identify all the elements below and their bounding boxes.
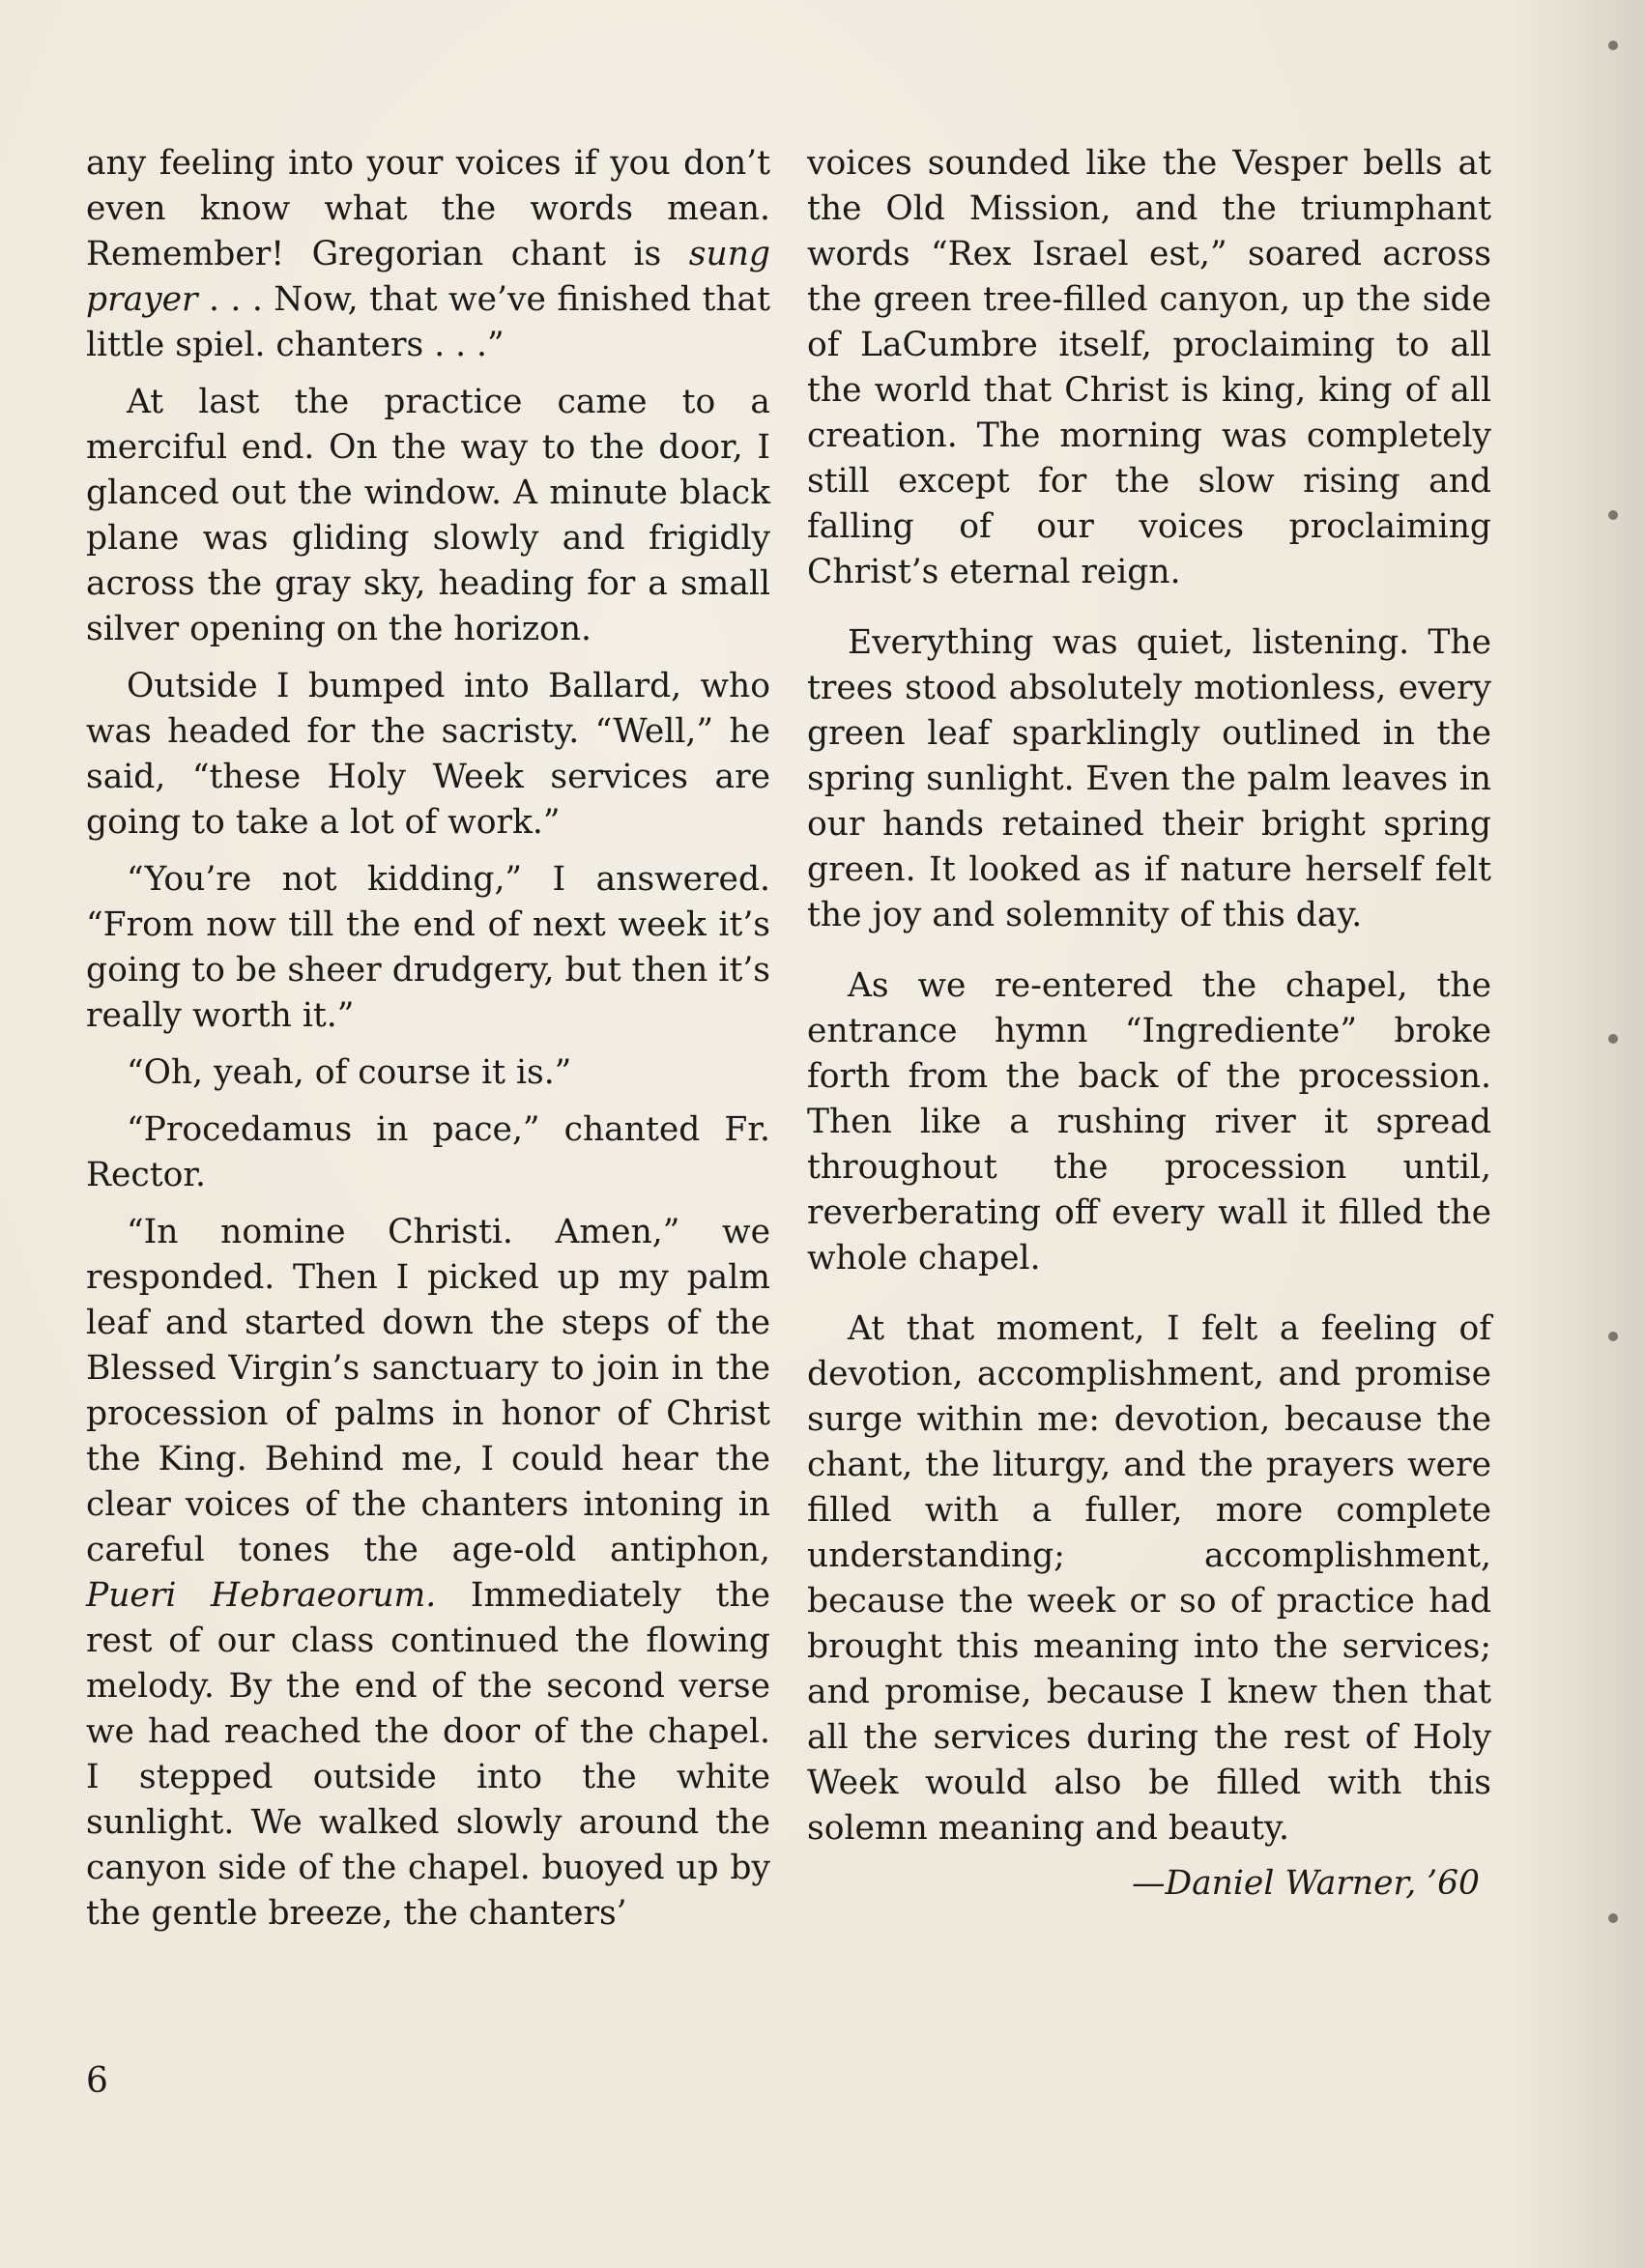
paragraph: As we re-entered the chapel, the entrance hymn “Ingrediente” broke forth from the back of the procession. Then like a rushing river it spread throughout the procession until, reverberating off every wall it filled the whole chapel.	[807, 966, 1491, 1278]
binding-hole-mark	[1608, 41, 1618, 50]
paragraph: “You’re not kidding,” I answered. “From now till the end of next week it’s going to be sheer drudgery, but then it’s really worth it.”	[86, 860, 770, 1035]
binding-hole-mark	[1608, 1332, 1618, 1341]
paragraph: Everything was quiet, listening. The trees stood absolutely motionless, every green leaf sparklingly outlined in the spring sunlight. Even the palm leaves in our hands retained their bright spring green. It looked as if nature herself felt the joy and solemnity of this day.	[807, 623, 1491, 934]
paragraph: voices sounded like the Vesper bells at the Old Mission, and the triumphant words “Rex Israel est,” soared across the green tree-filled canyon, up the side of LaCumbre itself, proclaiming to all the world that Christ is king, king of all creation. The morning was completely still except for the slow rising and falling of our voices proclaiming Christ’s eternal reign.	[807, 144, 1491, 591]
paragraph: “Oh, yeah, of course it is.”	[127, 1053, 572, 1092]
left-column	[86, 141, 770, 1948]
italic-phrase: Pueri Hebraeorum.	[86, 1576, 437, 1615]
italic-phrase: sung prayer	[86, 235, 770, 319]
paragraph: any feeling into your voices if you don’t even know what the words mean. Remember! Gregorian chant is sung prayer . . . Now, that we’ve finished that little spiel. chanters . . .”	[86, 144, 770, 364]
paragraph: Outside I bumped into Ballard, who was headed for the sacristy. “Well,” he said, “these Holy Week services are going to take a lot of work.”	[86, 667, 770, 842]
binding-hole-mark	[1608, 1034, 1618, 1044]
paragraph: “In nomine Christi. Amen,” we responded. Then I picked up my palm leaf and started down the steps of the Blessed Virgin’s sanctuary to join in the procession of palms in honor of Christ the King. Behind me, I could hear the clear voices of the chanters intoning in careful tones the age-old antiphon, Pueri Hebraeorum. Immediately the rest of our class continued the flowing melody. By the end of the second verse we had reached the door of the chapel. I stepped outside into the white sunlight. We walked slowly around the canyon side of the chapel. buoyed up by the gentle breeze, the chanters’	[86, 1213, 770, 1933]
page-number: 6	[86, 2061, 108, 2101]
paragraph: “Procedamus in pace,” chanted Fr. Rector.	[86, 1110, 770, 1194]
paragraph: At last the practice came to a merciful end. On the way to the door, I glanced out the window. A minute black plane was gliding slowly and frigidly across the gray sky, heading for a small silver opening on the horizon.	[86, 383, 770, 648]
binding-hole-mark	[1608, 1913, 1618, 1923]
right-column	[807, 141, 1491, 1907]
binding-hole-mark	[1608, 510, 1618, 520]
author-signature: —Daniel Warner, ’60	[1131, 1864, 1480, 1903]
paragraph: At that moment, I felt a feeling of devotion, accomplishment, and promise surge within me: devotion, because the chant, the liturgy, and the prayers were filled with a fuller, more complete understanding; accomplishment, because the week or so of practice had brought this meaning into the services; and promise, because I knew then that all the services during the rest of Holy Week would also be filled with this solemn meaning and beauty.	[807, 1309, 1491, 1848]
